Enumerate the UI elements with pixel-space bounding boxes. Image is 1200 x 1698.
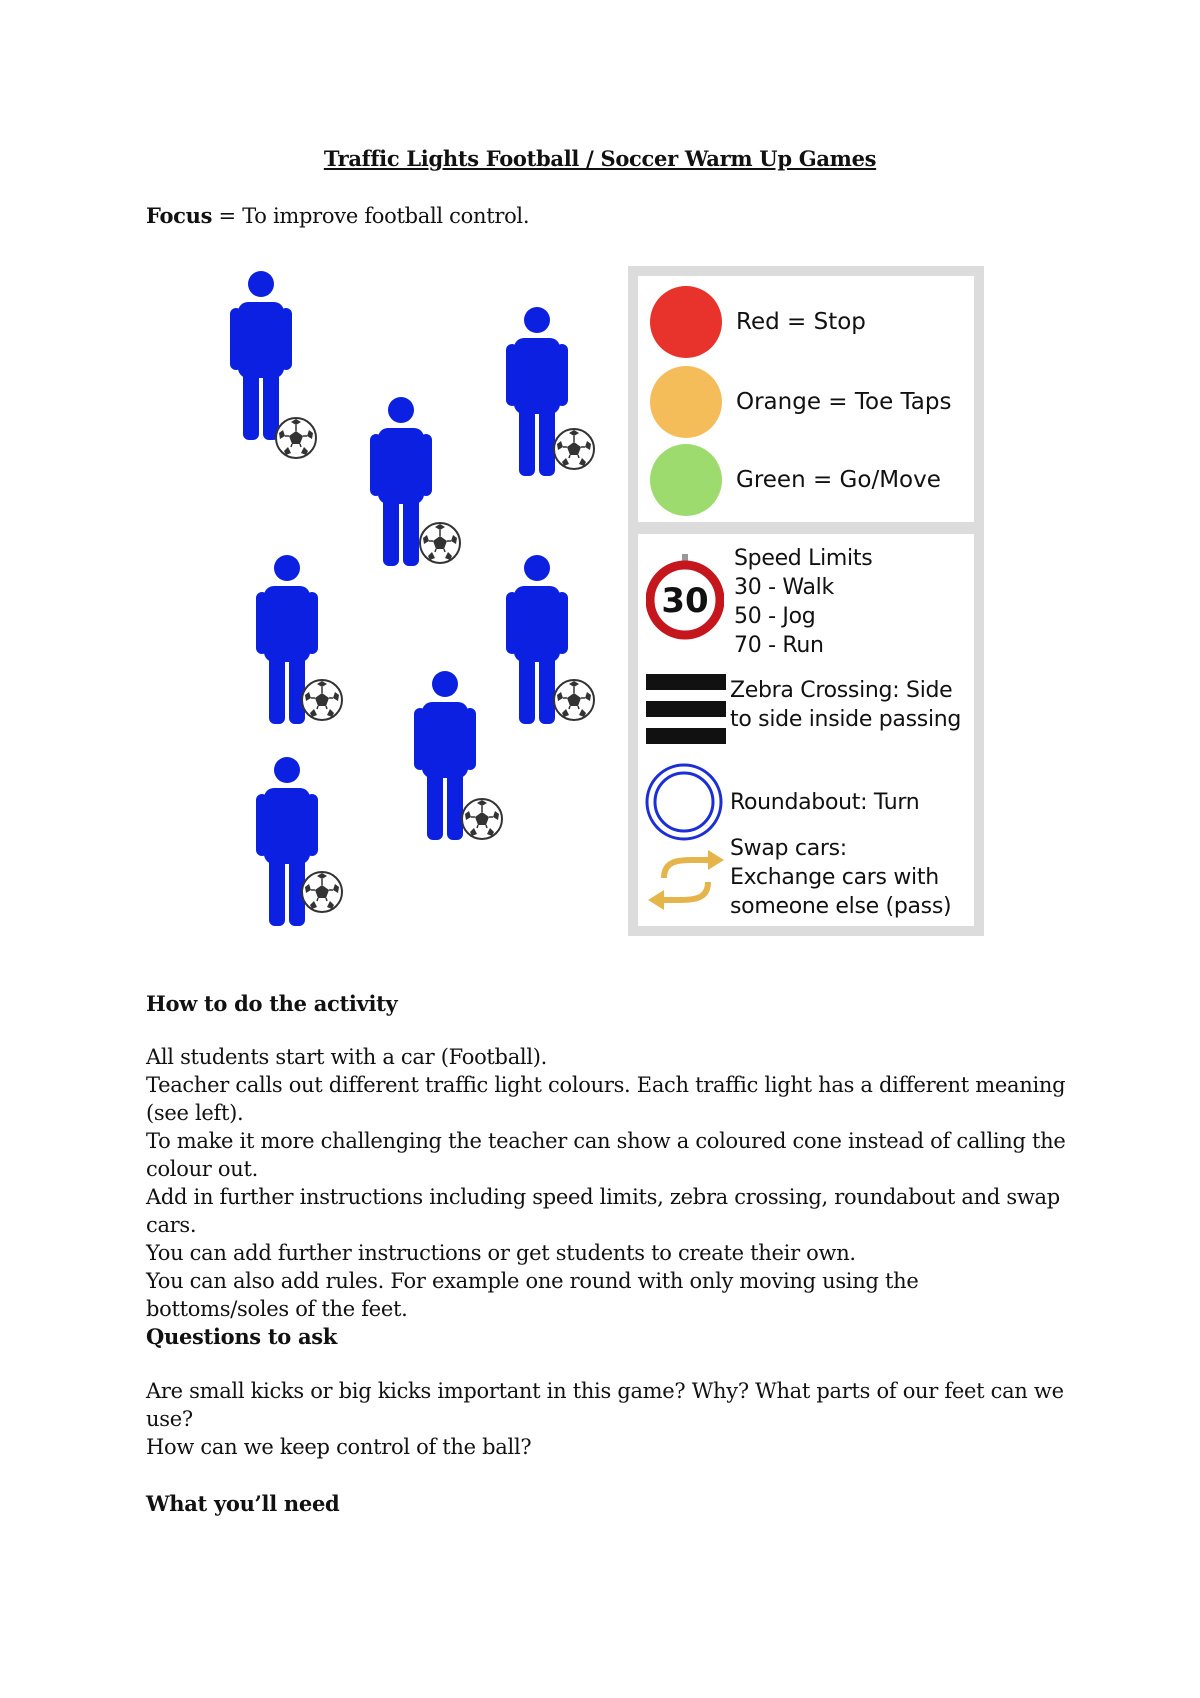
swap-line: someone else (pass) <box>730 894 952 919</box>
how-paragraph: Add in further instructions including speed limits, zebra crossing, roundabout and swap cars. <box>146 1185 1060 1237</box>
need-heading: What you’ll need <box>146 1491 340 1516</box>
orange-light-icon <box>650 366 722 438</box>
focus-text: = To improve football control. <box>212 204 530 228</box>
zebra-line: to side inside passing <box>730 707 962 732</box>
how-heading: How to do the activity <box>146 991 398 1016</box>
how-paragraph: You can also add rules. For example one round with only moving using the bottoms/soles of the feet. <box>146 1269 919 1321</box>
how-paragraph: All students start with a car (Football). <box>146 1045 548 1069</box>
question-paragraph: How can we keep control of the ball? <box>146 1435 532 1459</box>
focus-line <box>146 203 529 228</box>
how-body <box>146 1043 1066 1323</box>
speed-line: 50 - Jog <box>734 604 816 629</box>
swap-arrows-icon <box>646 848 726 912</box>
traffic-lights-panel <box>638 276 974 522</box>
road-signs-panel <box>638 534 974 926</box>
light-label-orange: Orange = Toe Taps <box>736 389 952 415</box>
football-icon <box>552 427 596 471</box>
speed-limit-sign-icon <box>646 554 724 640</box>
player-icon <box>226 270 296 440</box>
swap-line: Exchange cars with <box>730 865 939 890</box>
speed-sign-number: 30 <box>661 581 709 621</box>
focus-label: Focus <box>146 203 213 228</box>
light-label-green: Green = Go/Move <box>736 467 941 493</box>
roundabout-icon <box>644 762 724 842</box>
speed-line: 70 - Run <box>734 633 824 658</box>
question-paragraph: Are small kicks or big kicks important in this game? Why? What parts of our feet can we use? <box>146 1379 1064 1431</box>
speed-line: 30 - Walk <box>734 575 834 600</box>
football-icon <box>460 797 504 841</box>
roundabout-text: Roundabout: Turn <box>730 790 920 815</box>
swap-line: Swap cars: <box>730 836 847 861</box>
football-icon <box>300 678 344 722</box>
football-icon <box>274 416 318 460</box>
zebra-line: Zebra Crossing: Side <box>730 678 953 703</box>
speed-limits-text <box>734 544 872 660</box>
players-illustration <box>200 270 620 930</box>
light-label-red: Red = Stop <box>736 309 866 335</box>
how-paragraph: Teacher calls out different traffic light colours. Each traffic light has a different meaning (see left). <box>146 1073 1066 1125</box>
light-row-orange <box>650 366 951 438</box>
light-row-red <box>650 286 866 358</box>
how-paragraph: To make it more challenging the teacher can show a coloured cone instead of calling the colour out. <box>146 1129 1066 1181</box>
football-icon <box>418 521 462 565</box>
how-paragraph: You can add further instructions or get students to create their own. <box>146 1241 856 1265</box>
speed-limits-title: Speed Limits <box>734 546 873 571</box>
football-icon <box>552 678 596 722</box>
rules-legend <box>628 266 984 936</box>
football-icon <box>300 870 344 914</box>
zebra-crossing-icon <box>646 674 726 746</box>
page-title: Traffic Lights Football / Soccer Warm Up Games <box>323 146 877 171</box>
zebra-crossing-text <box>730 676 961 734</box>
red-light-icon <box>650 286 722 358</box>
light-row-green <box>650 444 941 516</box>
questions-body <box>146 1377 1066 1461</box>
questions-heading: Questions to ask <box>146 1324 338 1349</box>
swap-cars-text <box>730 834 951 921</box>
green-light-icon <box>650 444 722 516</box>
